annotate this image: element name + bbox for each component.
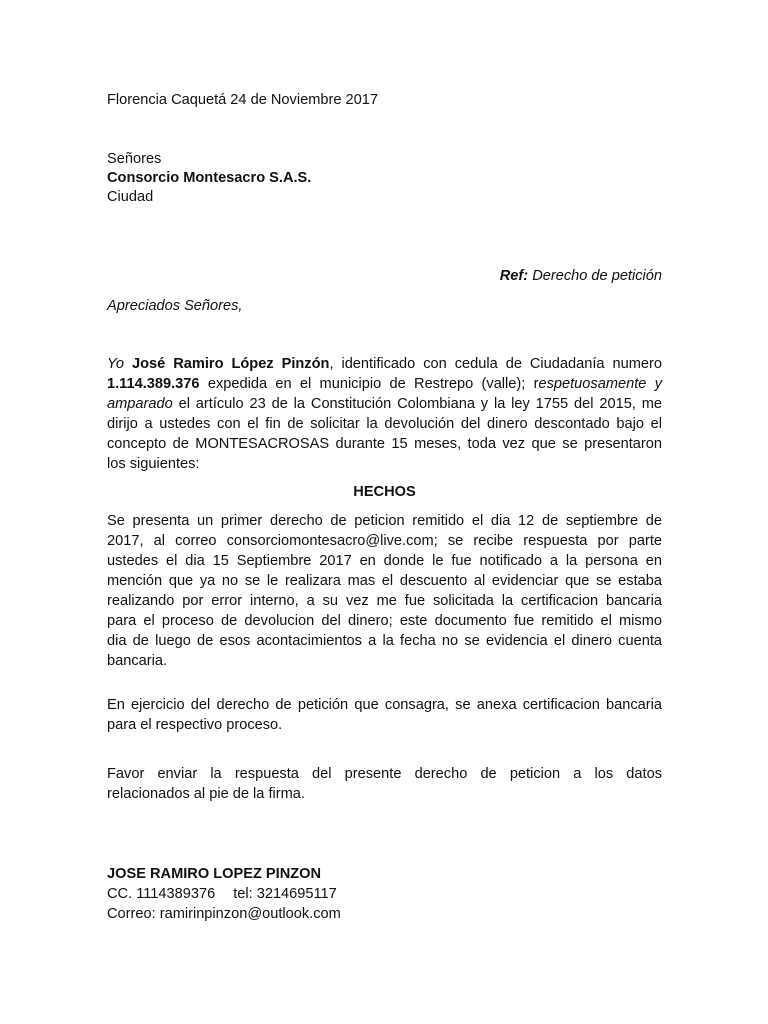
signature-contact-line (107, 884, 337, 904)
intro-yo: Yo (107, 356, 133, 372)
annex-line: para el respectivo proceso. (107, 717, 283, 733)
intro-line-3 (107, 394, 662, 414)
recipient-city: Ciudad (107, 189, 154, 205)
greeting: Apreciados Señores, (107, 298, 243, 314)
hechos-line: Se presenta un primer derecho de peticion remitido el dia 12 de septiembre de (107, 513, 662, 529)
recipient-salutation: Señores (107, 151, 162, 167)
place-date: Florencia Caquetá 24 de Noviembre 2017 (107, 92, 378, 108)
hechos-paragraph (107, 511, 662, 671)
intro-line-3-italic: amparado (107, 396, 173, 412)
intro-line-4: dirijo a ustedes con el fin de solicitar la devolución del dinero descontado bajo el (107, 416, 662, 432)
intro-name: José Ramiro López Pinzón (132, 356, 330, 372)
intro-line-1 (107, 354, 662, 374)
signature-tel: tel: 3214695117 (233, 886, 337, 902)
request-paragraph (107, 764, 662, 804)
intro-line-2 (107, 374, 662, 394)
annex-line: En ejercicio del derecho de petición que consagra, se anexa certificacion bancaria (107, 697, 662, 713)
request-line: relacionados al pie de la firma. (107, 786, 305, 802)
hechos-line: dia de luego de esos acontacimientos a la fecha no se evidencia el dinero cuenta (107, 633, 662, 649)
annex-paragraph (107, 695, 662, 735)
signature-name: JOSE RAMIRO LOPEZ PINZON (107, 866, 322, 882)
request-line: Favor enviar la respuesta del presente derecho de peticion a los datos (107, 766, 662, 782)
hechos-line: 2017, al correo consorciomontesacro@live.com; se recibe respuesta por parte (107, 533, 662, 549)
intro-line-3-rest: el artículo 23 de la Constitución Colombiana y la ley 1755 del 2015, me (172, 396, 662, 412)
intro-line-2-rest: expedida en el municipio de Restrepo (valle); r (199, 376, 539, 392)
intro-line-2-italic: espetuosamente y (538, 376, 662, 392)
recipient-company: Consorcio Montesacro S.A.S. (107, 170, 312, 186)
signature-cc: CC. 1114389376 (107, 886, 216, 902)
reference-text: Derecho de petición (528, 268, 662, 284)
hechos-line: para el proceso de devolucion del dinero; este documento fue remitido el mismo (107, 613, 662, 629)
section-title-hechos: HECHOS (353, 484, 416, 500)
hechos-line: bancaria. (107, 653, 168, 669)
intro-line-1-rest: , identificado con cedula de Ciudadanía numero (329, 356, 662, 372)
reference-label: Ref: (499, 268, 529, 284)
hechos-line: realizando por error interno, a su vez me fue solicitada la certificacion bancaria (107, 593, 662, 609)
signature-email: Correo: ramirinpinzon@outlook.com (107, 906, 341, 922)
intro-id-number: 1.114.389.376 (107, 376, 200, 392)
hechos-line: mención que ya no se le realizara mas el descuento al evidenciar que se estaba (107, 573, 662, 589)
reference-line (500, 266, 662, 286)
intro-line-5: concepto de MONTESACROSAS durante 15 meses, toda vez que se presentaron (107, 436, 662, 452)
intro-line-6: los siguientes: (107, 456, 200, 472)
intro-paragraph (107, 354, 662, 474)
hechos-line: ustedes el dia 15 Septiembre 2017 en donde le fue notificado a la persona en (107, 553, 662, 569)
